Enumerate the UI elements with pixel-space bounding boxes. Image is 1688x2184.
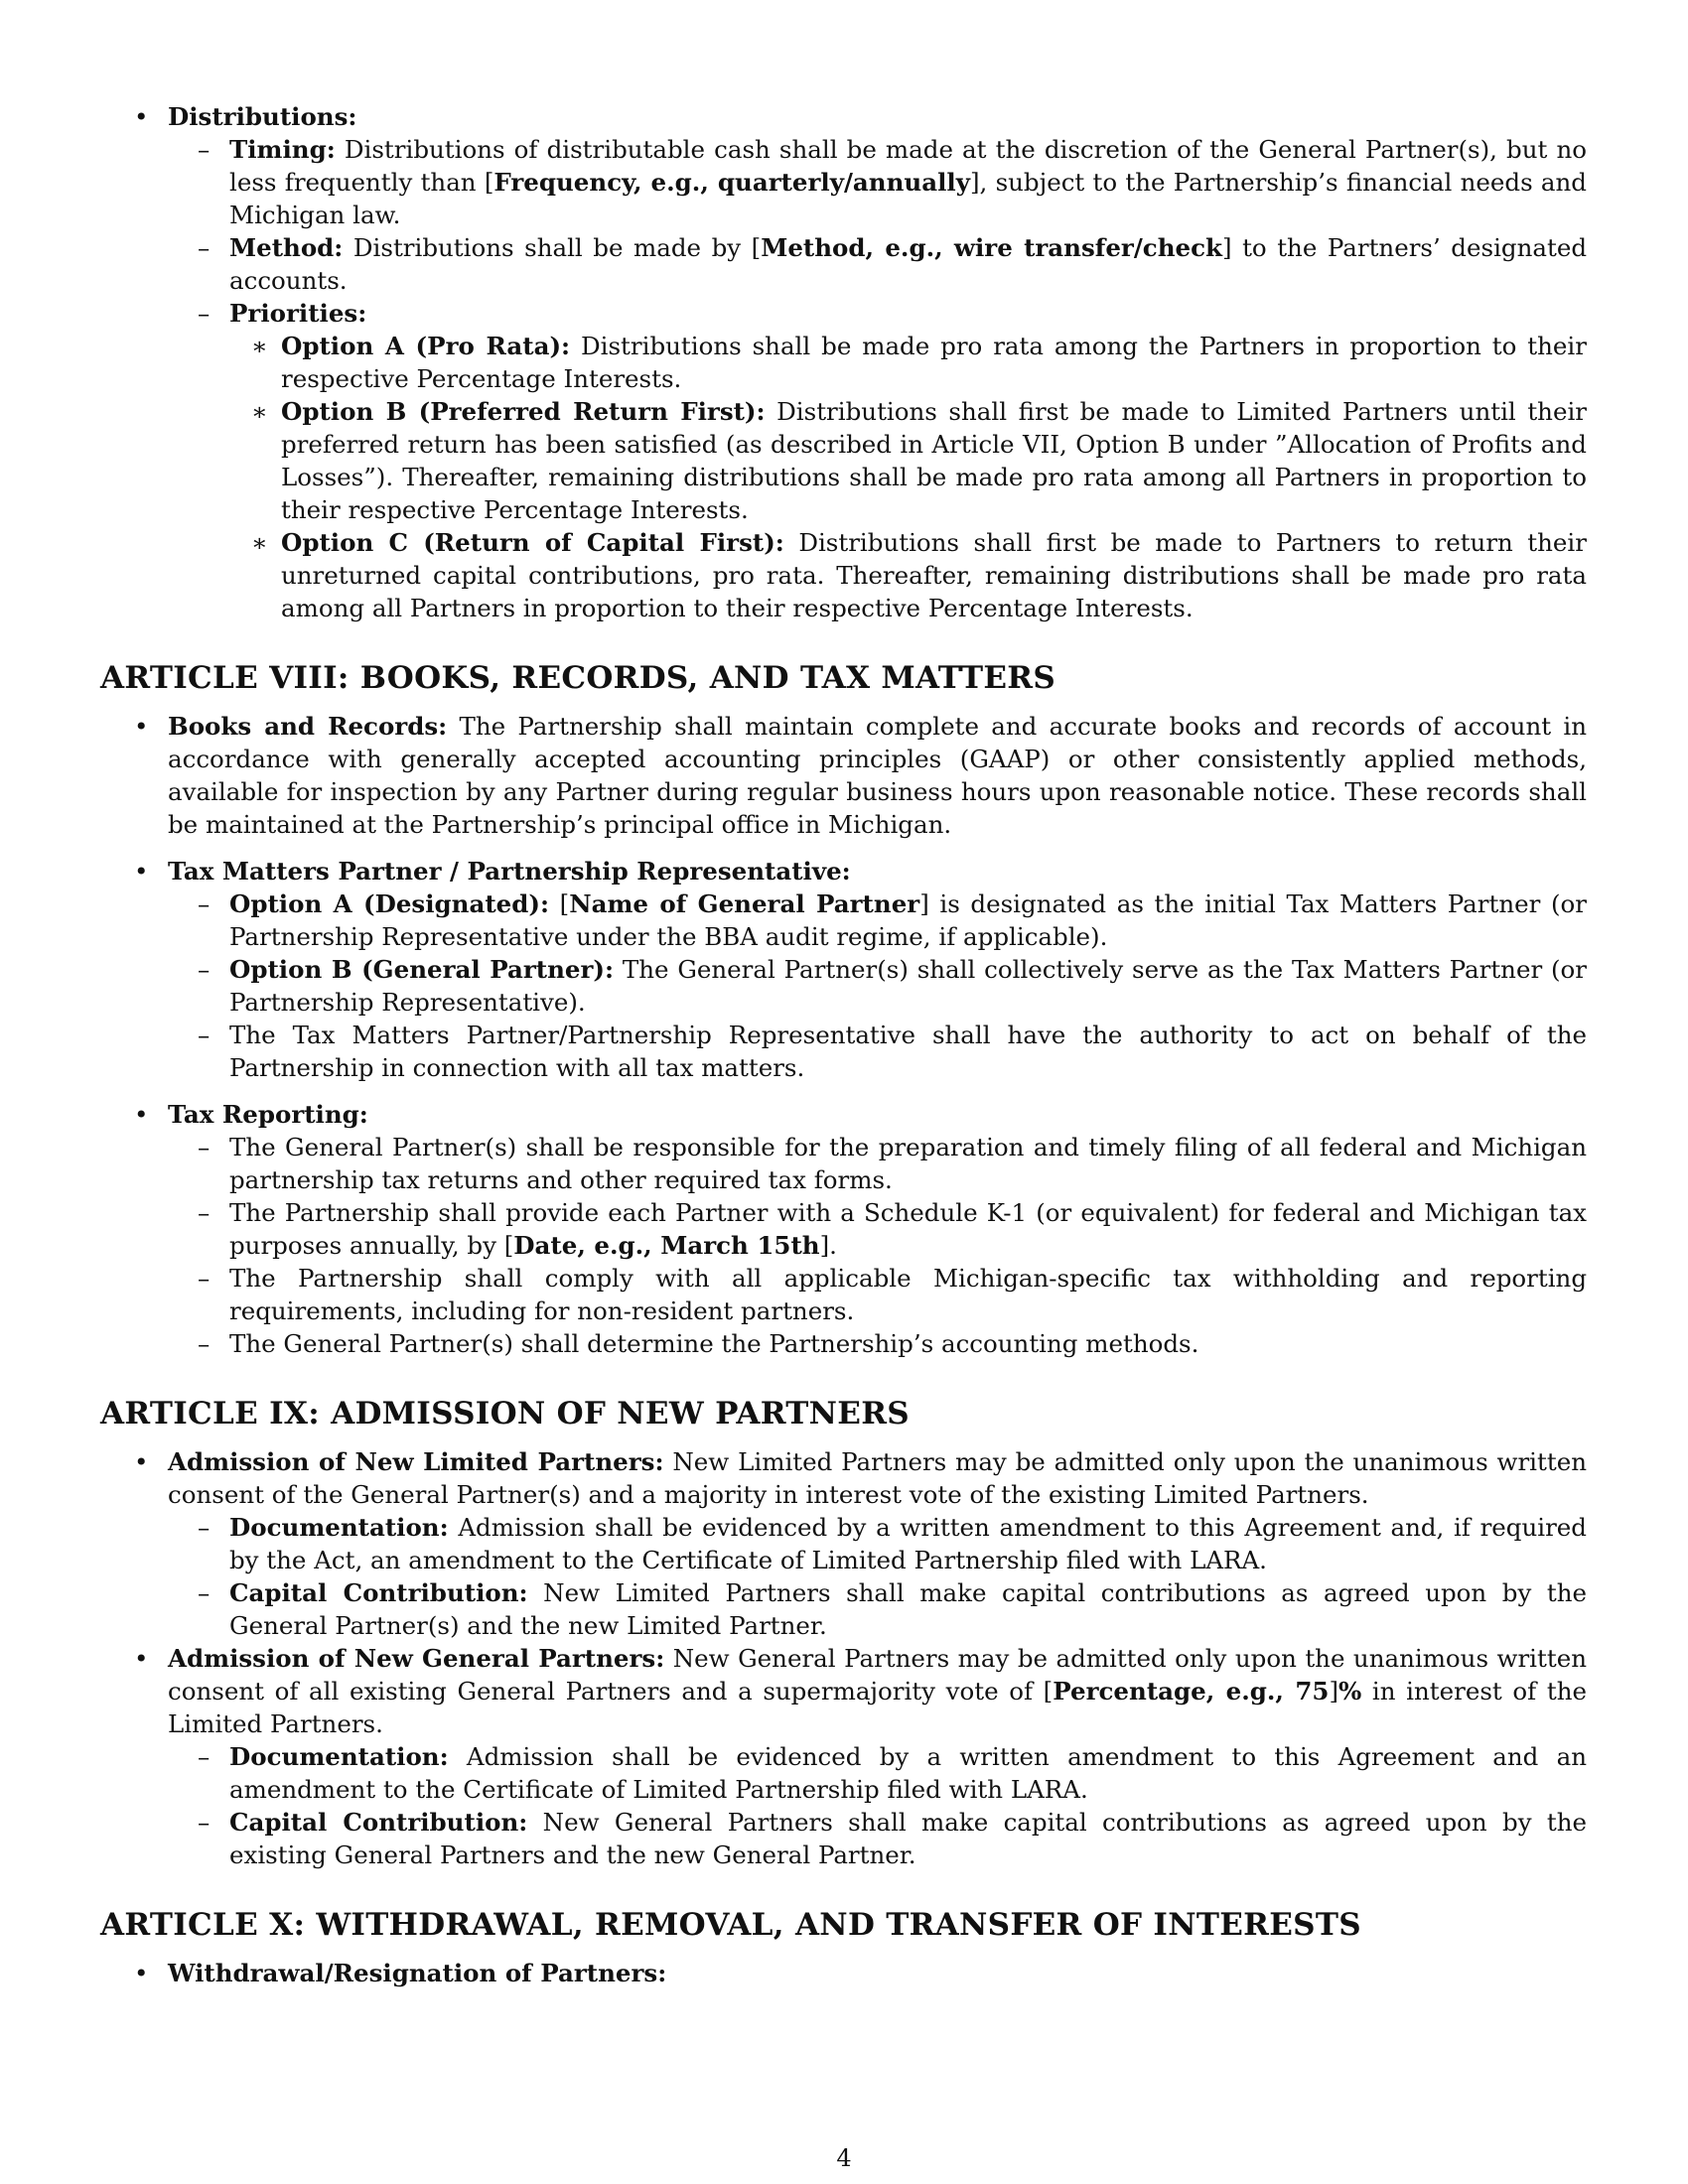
admission-gp-text-3: in interest of the Limited Partners.	[168, 1677, 1587, 1738]
priority-option-a	[229, 330, 1587, 395]
gp-capital-label: Capital Contribution:	[229, 1808, 528, 1837]
article-ix-list	[100, 1445, 1587, 1871]
lp-documentation-text: Admission shall be evidenced by a written amendment to this Agreement and, if required by the Act, an amendment to the Certificate of Limited Partnership filed with LARA.	[229, 1513, 1587, 1574]
tax-matters-label: Tax Matters Partner / Partnership Representative:	[168, 857, 851, 886]
admission-gp-placeholder: Percentage, e.g., 75	[1053, 1677, 1330, 1706]
distributions-sublist	[168, 133, 1587, 624]
tmp-option-b-label: Option B (General Partner):	[229, 955, 615, 984]
withdrawal-label: Withdrawal/Resignation of Partners:	[168, 1959, 667, 1987]
admission-lp-item	[100, 1445, 1587, 1642]
tax-reporting-sublist	[168, 1131, 1587, 1360]
article-viii-title: ARTICLE VIII: BOOKS, RECORDS, AND TAX MATTERS	[100, 660, 1056, 696]
tax-reporting-4: – The General Partner(s) shall determine the Partnership’s accounting methods.	[168, 1327, 1587, 1360]
article-x-list	[100, 1957, 1587, 1989]
admission-gp-label: Admission of New General Partners:	[168, 1644, 665, 1673]
timing-item	[168, 133, 1587, 231]
admission-gp-percent: %	[1338, 1677, 1362, 1706]
tax-reporting-3: – The Partnership shall comply with all applicable Michigan-specific tax withholding and reporting requirements, including for non-resident partners.	[168, 1262, 1587, 1327]
article-ix-title: ARTICLE IX: ADMISSION OF NEW PARTNERS	[100, 1396, 910, 1432]
tax-matters-item	[100, 855, 1587, 1084]
article-x-title: ARTICLE X: WITHDRAWAL, REMOVAL, AND TRANSFER OF INTERESTS	[100, 1907, 1361, 1943]
tax-reporting-label: Tax Reporting:	[168, 1100, 368, 1129]
timing-placeholder: Frequency, e.g., quarterly/annually	[493, 168, 970, 197]
tmp-option-a-text-1: [	[549, 889, 570, 918]
article-viii-list	[100, 710, 1587, 1360]
tmp-option-b-text: The General Partner(s) shall collectively serve as the Tax Matters Partner (or Partnership Representative).	[229, 955, 1587, 1017]
tmp-option-a-placeholder: Name of General Partner	[569, 889, 920, 918]
books-records-item	[100, 710, 1587, 841]
method-item	[168, 231, 1587, 297]
lp-documentation	[168, 1511, 1587, 1576]
method-text-2: ] to the Partners’ designated accounts.	[229, 233, 1587, 295]
tax-reporting-2-text-1: The Partnership shall provide each Partner with a Schedule K-1 (or equivalent) for federal and Michigan tax purposes annually, by [	[229, 1198, 1587, 1260]
tax-reporting-2	[168, 1196, 1587, 1262]
gp-documentation-text: Admission shall be evidenced by a written amendment to this Agreement and an amendment to the Certificate of Limited Partnership filed with LARA.	[229, 1742, 1587, 1804]
lp-capital-label: Capital Contribution:	[229, 1578, 528, 1607]
tax-reporting-item	[100, 1098, 1587, 1360]
admission-lp-label: Admission of New Limited Partners:	[168, 1447, 664, 1476]
priorities-label: Priorities:	[229, 299, 367, 328]
tmp-option-a-label: Option A (Designated):	[229, 889, 550, 918]
tax-reporting-2-text-2: ].	[819, 1231, 837, 1260]
gp-capital-text: New General Partners shall make capital contributions as agreed upon by the existing General Partners and the new General Partner.	[229, 1808, 1587, 1869]
tmp-option-a-text-2: ] is designated as the initial Tax Matters Partner (or Partnership Representative under the BBA audit regime, if applicable).	[229, 889, 1587, 951]
books-records-label: Books and Records:	[168, 712, 448, 741]
distributions-item	[100, 100, 1587, 624]
books-records-text: The Partnership shall maintain complete and accurate books and records of account in accordance with generally accepted accounting principles (GAAP) or other consistently applied methods, available for inspection by any Partner during regular business hours upon reasonable notice. These records shall be maintained at the Partnership’s principal office in Michigan.	[168, 712, 1587, 839]
admission-gp-sublist	[168, 1740, 1587, 1871]
lp-capital-contribution	[168, 1576, 1587, 1642]
page-number: 4	[836, 2144, 852, 2172]
option-b-label: Option B (Preferred Return First):	[281, 397, 766, 426]
priority-option-b	[229, 395, 1587, 526]
tmp-authority: – The Tax Matters Partner/Partnership Representative shall have the authority to act on behalf of the Partnership in connection with all tax matters.	[168, 1019, 1587, 1084]
priorities-options	[229, 330, 1587, 624]
withdrawal-item	[100, 1957, 1587, 1989]
gp-capital-contribution	[168, 1806, 1587, 1871]
distributions-heading: Distributions:	[168, 102, 357, 131]
tax-matters-sublist	[168, 887, 1587, 1084]
distributions-list	[100, 100, 1587, 624]
admission-gp-item	[100, 1642, 1587, 1871]
lp-documentation-label: Documentation:	[229, 1513, 449, 1542]
method-placeholder: Method, e.g., wire transfer/check	[761, 233, 1222, 262]
gp-documentation	[168, 1740, 1587, 1806]
method-text-1: Distributions shall be made by [	[343, 233, 762, 262]
tax-reporting-1: – The General Partner(s) shall be responsible for the preparation and timely filing of all federal and Michigan partnership tax returns and other required tax forms.	[168, 1131, 1587, 1196]
priority-option-c	[229, 526, 1587, 624]
option-c-label: Option C (Return of Capital First):	[281, 528, 784, 557]
admission-gp-text-1: New General Partners may be admitted only upon the unanimous written consent of all existing General Partners and a supermajority vote of [	[168, 1644, 1587, 1706]
timing-text-1: Distributions of distributable cash shall be made at the discretion of the General Partner(s), but no less frequently than [	[229, 135, 1587, 197]
timing-text-2: ], subject to the Partnership’s financial needs and Michigan law.	[229, 168, 1587, 229]
page-content	[100, 100, 1587, 1989]
timing-label: Timing:	[229, 135, 336, 164]
method-label: Method:	[229, 233, 344, 262]
option-a-text: Distributions shall be made pro rata among the Partners in proportion to their respective Percentage Interests.	[281, 332, 1587, 393]
priorities-item	[168, 297, 1587, 624]
admission-lp-text: New Limited Partners may be admitted only upon the unanimous written consent of the General Partner(s) and a majority in interest vote of the existing Limited Partners.	[168, 1447, 1587, 1509]
admission-lp-sublist	[168, 1511, 1587, 1642]
tax-reporting-2-placeholder: Date, e.g., March 15th	[513, 1231, 820, 1260]
lp-capital-text: New Limited Partners shall make capital contributions as agreed upon by the General Partner(s) and the new Limited Partner.	[229, 1578, 1587, 1640]
option-a-label: Option A (Pro Rata):	[281, 332, 571, 360]
option-c-text: Distributions shall first be made to Partners to return their unreturned capital contributions, pro rata. Thereafter, remaining distributions shall be made pro rata among all Partners in proportion to their respective Percentage Interests.	[281, 528, 1587, 622]
tmp-option-b	[168, 953, 1587, 1019]
tmp-option-a	[168, 887, 1587, 953]
admission-gp-text-2: ]	[1329, 1677, 1338, 1706]
gp-documentation-label: Documentation:	[229, 1742, 449, 1771]
option-b-text: Distributions shall first be made to Limited Partners until their preferred return has been satisfied (as described in Article VII, Option B under ”Allocation of Profits and Losses”). Thereafter, remaining distributions shall be made pro rata among all Partners in proportion to their respective Percentage Interests.	[281, 397, 1588, 524]
